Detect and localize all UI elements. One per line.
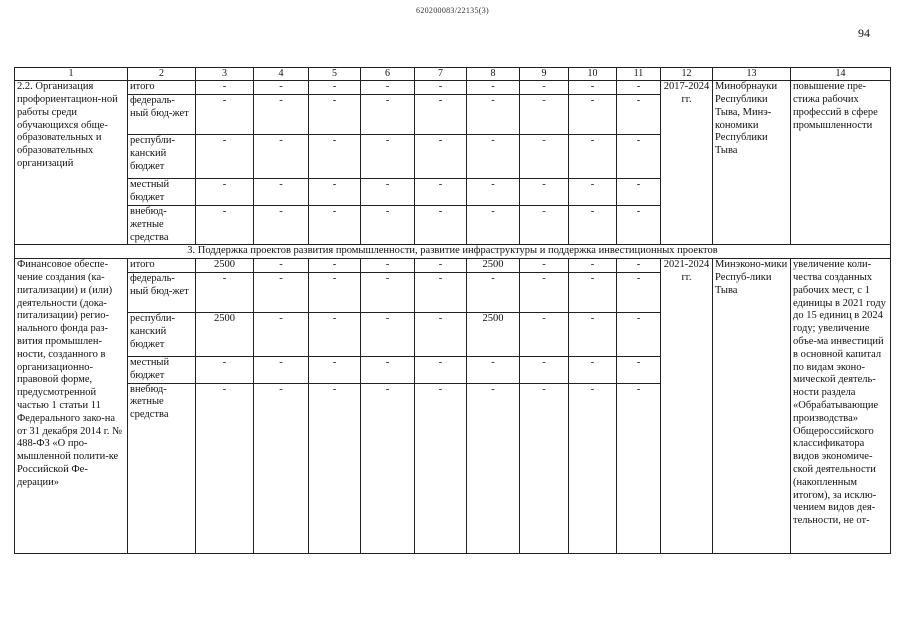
funding-value: -: [617, 259, 661, 273]
funding-value: -: [361, 356, 415, 383]
funding-value: -: [196, 205, 254, 244]
funding-value: -: [617, 134, 661, 178]
implementation-period: 2021-2024 гг.: [661, 259, 713, 553]
column-header-5: 5: [309, 68, 361, 81]
program-table: [14, 67, 891, 554]
funding-value: -: [467, 205, 520, 244]
funding-value: -: [196, 272, 254, 312]
funding-value: -: [520, 94, 569, 134]
funding-value: -: [361, 259, 415, 273]
funding-value: -: [309, 356, 361, 383]
funding-value: -: [520, 356, 569, 383]
funding-value: -: [617, 356, 661, 383]
funding-source: местный бюджет: [128, 178, 196, 205]
funding-value: -: [569, 272, 617, 312]
funding-value: -: [254, 178, 309, 205]
funding-value: -: [617, 81, 661, 95]
funding-value: -: [415, 81, 467, 95]
funding-source: федераль-ный бюд-жет: [128, 94, 196, 134]
funding-value: -: [520, 383, 569, 553]
funding-value: 2500: [196, 259, 254, 273]
funding-value: -: [415, 383, 467, 553]
funding-value: -: [415, 205, 467, 244]
funding-value: -: [520, 259, 569, 273]
funding-value: -: [361, 312, 415, 356]
column-header-1: 1: [15, 68, 128, 81]
funding-value: -: [520, 272, 569, 312]
funding-value: -: [467, 94, 520, 134]
funding-value: -: [196, 356, 254, 383]
funding-value: 2500: [467, 312, 520, 356]
funding-value: -: [361, 383, 415, 553]
responsible-executor: Минэконо-мики Респуб-лики Тыва: [713, 259, 791, 553]
funding-value: -: [569, 94, 617, 134]
funding-source: республи-канский бюджет: [128, 134, 196, 178]
funding-value: -: [309, 205, 361, 244]
funding-value: -: [520, 205, 569, 244]
funding-value: -: [569, 134, 617, 178]
funding-value: -: [617, 205, 661, 244]
funding-source: республи-канский бюджет: [128, 312, 196, 356]
funding-value: -: [254, 259, 309, 273]
funding-value: -: [520, 178, 569, 205]
column-header-2: 2: [128, 68, 196, 81]
funding-value: -: [254, 312, 309, 356]
funding-value: -: [254, 356, 309, 383]
funding-value: -: [520, 134, 569, 178]
funding-value: -: [415, 94, 467, 134]
funding-value: -: [196, 81, 254, 95]
funding-value: -: [520, 312, 569, 356]
table-body: [15, 68, 891, 554]
funding-value: -: [254, 272, 309, 312]
funding-value: -: [254, 81, 309, 95]
funding-value: -: [617, 272, 661, 312]
funding-value: -: [467, 356, 520, 383]
funding-value: -: [309, 259, 361, 273]
funding-value: -: [617, 383, 661, 553]
funding-source: итого: [128, 259, 196, 273]
funding-value: -: [415, 134, 467, 178]
activity-name: 2.2. Организация профориентацион-ной работы среди обучающихся обще-образовательных и образовательных организаций: [15, 81, 128, 245]
funding-value: -: [361, 205, 415, 244]
funding-value: -: [309, 94, 361, 134]
funding-value: -: [569, 259, 617, 273]
funding-value: -: [467, 81, 520, 95]
column-header-4: 4: [254, 68, 309, 81]
funding-value: -: [309, 383, 361, 553]
table-row: [15, 81, 891, 95]
funding-value: -: [569, 383, 617, 553]
expected-result: повышение пре-стижа рабочих профессий в сфере промышленности: [791, 81, 891, 245]
funding-value: -: [569, 205, 617, 244]
implementation-period: 2017-2024 гг.: [661, 81, 713, 245]
column-header-8: 8: [467, 68, 520, 81]
funding-value: -: [467, 178, 520, 205]
funding-value: -: [569, 81, 617, 95]
funding-value: -: [196, 178, 254, 205]
column-header-7: 7: [415, 68, 467, 81]
funding-value: -: [617, 94, 661, 134]
funding-value: -: [467, 134, 520, 178]
column-header-10: 10: [569, 68, 617, 81]
funding-value: -: [569, 178, 617, 205]
funding-value: -: [254, 383, 309, 553]
funding-value: -: [254, 134, 309, 178]
funding-value: -: [361, 81, 415, 95]
column-header-9: 9: [520, 68, 569, 81]
column-number-row: [15, 68, 891, 81]
funding-value: -: [467, 383, 520, 553]
funding-value: -: [415, 356, 467, 383]
funding-source: внебюд-жетные средства: [128, 205, 196, 244]
funding-value: -: [254, 94, 309, 134]
funding-value: -: [309, 178, 361, 205]
funding-value: -: [415, 259, 467, 273]
funding-value: 2500: [467, 259, 520, 273]
funding-source: итого: [128, 81, 196, 95]
funding-value: -: [196, 383, 254, 553]
funding-value: -: [569, 356, 617, 383]
funding-value: -: [361, 272, 415, 312]
expected-result: увеличение коли-чества созданных рабочих мест, с 1 единицы в 2021 году до 15 единиц в 2024 году; увеличение объе-ма инвестиций в основной капитал по видам эконо-мической деятель-ности раздела «Обрабатывающие производства» Общероссийского классификатора видов экономиче-ской деятельности (накопленным итогом), за исклю-чением видов дея-тельности, не от-: [791, 259, 891, 553]
funding-value: -: [309, 272, 361, 312]
funding-source: внебюд-жетные средства: [128, 383, 196, 553]
funding-value: -: [520, 81, 569, 95]
funding-value: -: [196, 134, 254, 178]
funding-value: -: [254, 205, 309, 244]
funding-value: 2500: [196, 312, 254, 356]
funding-value: -: [361, 178, 415, 205]
funding-value: -: [196, 94, 254, 134]
funding-value: -: [617, 312, 661, 356]
funding-value: -: [309, 134, 361, 178]
funding-value: -: [415, 272, 467, 312]
table-row: [15, 259, 891, 273]
page-number: 94: [858, 26, 870, 40]
column-header-13: 13: [713, 68, 791, 81]
funding-value: -: [569, 312, 617, 356]
funding-value: -: [415, 178, 467, 205]
funding-value: -: [467, 272, 520, 312]
responsible-executor: Минобрнауки Республики Тыва, Минэ-кономики Республики Тыва: [713, 81, 791, 245]
funding-value: -: [309, 312, 361, 356]
funding-value: -: [617, 178, 661, 205]
column-header-6: 6: [361, 68, 415, 81]
column-header-11: 11: [617, 68, 661, 81]
column-header-12: 12: [661, 68, 713, 81]
document-id: 620200083/22135(3): [416, 6, 489, 15]
section-title: 3. Поддержка проектов развития промышленности, развитие инфраструктуры и поддержка инвестиционных проектов: [15, 245, 891, 259]
funding-value: -: [361, 134, 415, 178]
column-header-14: 14: [791, 68, 891, 81]
section-heading-row: [15, 245, 891, 259]
column-header-3: 3: [196, 68, 254, 81]
funding-source: местный бюджет: [128, 356, 196, 383]
funding-value: -: [361, 94, 415, 134]
funding-value: -: [309, 81, 361, 95]
funding-source: федераль-ный бюд-жет: [128, 272, 196, 312]
funding-value: -: [415, 312, 467, 356]
activity-name: Финансовое обеспе-чение создания (ка-питализации) и (или) деятельности (дока-питализации) регио-нального фонда раз-вития промышлен-ности, созданного в организационно-правовой форме, предусмотренной частью 1 статьи 11 Федерального зако-на от 31 декабря 2014 г. № 488-ФЗ «О про-мышленной полити-ке Российской Фе-дерации»: [15, 259, 128, 553]
